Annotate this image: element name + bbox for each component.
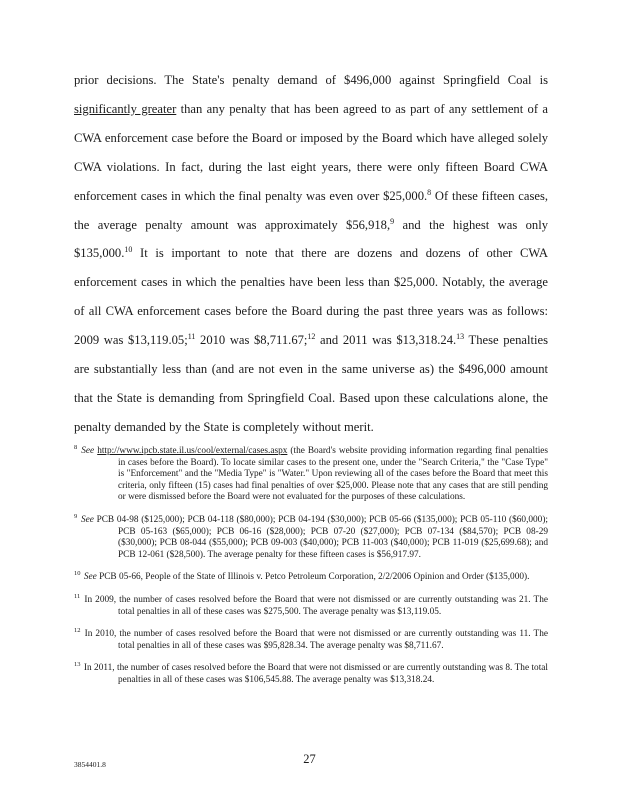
footnote-number: 11 bbox=[74, 592, 81, 600]
footnote-8 bbox=[74, 443, 549, 504]
footnote-text: In 2011, the number of cases resolved before the Board that were not dismissed or are currently outstanding was 8. The total penalties in all of these cases was $106,545.88. The average penalty was $13,318.24. bbox=[83, 663, 548, 685]
body-lead: prior decisions. The State's penalty demand of $496,000 against Springfield Coal is bbox=[74, 73, 548, 87]
body-text-1: than any penalty that has been agreed to as part of any settlement of a CWA enforcement case before the Board or imposed by the Board which have alleged solely CWA violations. In fact, during the last eight years, there were only fifteen Board CWA enforcement cases in which the final penalty was even over $25,000. bbox=[74, 101, 549, 203]
body-text-4: It is important to note that there are dozens and dozens of other CWA enforcement cases in which the penalties have been less than $25,000. Notably, the average of all CWA enforcement cases before the Board during the past three years was as follows: 2009 was $13,119.05; bbox=[74, 246, 548, 348]
footnote-text: (the Board's website providing information regarding final penalties in cases before the Board). To locate similar cases to the present one, under the "Search Criteria," the "Case Type" is "Enforcement" and the "Media Type" is "Water." Upon reviewing all of the cases before the Board that meet this criteria, only fifteen (15) cases had final penalties of over $25,000. Please note that any cases that are still pending or were dismissed before the Board were not evaluated for the purposes of these calculations. bbox=[118, 446, 549, 503]
footnote-number: 9 bbox=[74, 512, 78, 520]
footnote-text: PCB 04-98 ($125,000); PCB 04-118 ($80,000); PCB 04-194 ($30,000); PCB 05-66 ($135,000); PCB 05-110 ($60,000); PCB 05-163 ($65,000); PCB 06-16 ($28,000); PCB 07-20 ($27,000); PCB 07-134 ($84,570); PCB 08-29 ($30,000); PCB 08-044 ($55,000); PCB 09-003 ($40,000); PCB 11-003 ($40,000); PCB 11-019 ($25,699.68); and PCB 12-061 ($28,500). The average penalty for these fifteen cases is $56,917.97. bbox=[96, 514, 549, 560]
body-text-3: and the highest was only $135,000. bbox=[74, 217, 548, 261]
footnote-number: 13 bbox=[74, 661, 81, 669]
page-number: 27 bbox=[303, 752, 316, 766]
footnote-11 bbox=[74, 592, 548, 618]
footnote-text: In 2009, the number of cases resolved before the Board that were not dismissed or are currently outstanding was 21. The total penalties in all of these cases was $275,500. The average penalty was $13,119.05. bbox=[84, 594, 548, 617]
body-paragraph bbox=[74, 66, 548, 442]
body-emphasis: significantly greater bbox=[74, 101, 177, 116]
footnote-13 bbox=[74, 663, 548, 686]
footnote-number: 8 bbox=[74, 443, 78, 451]
footnote-ref-11[interactable]: 11 bbox=[187, 331, 196, 341]
footnote-ref-10[interactable]: 10 bbox=[124, 245, 133, 255]
footnotes-section bbox=[74, 443, 549, 698]
footnote-text: PCB 05-66, People of the State of Illinois v. Petco Petroleum Corporation, 2/2/2006 Opinion and Order ($135,000). bbox=[99, 572, 530, 583]
body-text-7: These penalties are substantially less than (and are not even in the same universe as) the $496,000 amount that the State is demanding from Springfield Coal. Based upon these calculations alone, the penalty demanded by the State is completely without merit. bbox=[74, 333, 548, 434]
footnote-10 bbox=[74, 572, 548, 584]
footnote-ref-13[interactable]: 13 bbox=[456, 331, 465, 341]
footnote-12 bbox=[74, 629, 548, 652]
footnote-signal: See bbox=[80, 514, 94, 525]
footnote-ref-12[interactable]: 12 bbox=[307, 331, 316, 341]
footnote-9 bbox=[74, 512, 549, 561]
footnote-number: 12 bbox=[74, 627, 81, 635]
document-id: 3854401.8 bbox=[74, 760, 106, 769]
footnote-link[interactable]: http://www.ipcb.state.il.us/cool/external/cases.aspx bbox=[97, 446, 288, 456]
body-text-5: 2010 was $8,711.67; bbox=[195, 333, 308, 348]
body-text-6: and 2011 was $13,318.24. bbox=[315, 333, 457, 348]
body-text-2: Of these fifteen cases, the average penalty amount was approximately $56,918, bbox=[74, 188, 548, 232]
footnote-signal: See bbox=[81, 446, 95, 456]
footnote-ref-8[interactable]: 8 bbox=[427, 187, 432, 197]
footnote-signal: See bbox=[83, 572, 97, 583]
footnote-number: 10 bbox=[74, 570, 81, 578]
footnote-ref-9[interactable]: 9 bbox=[390, 216, 395, 226]
footnote-text: In 2010, the number of cases resolved before the Board that were not dismissed or are currently outstanding was 11. The total penalties in all of these cases was $95,828.34. The average penalty was $8,711.67. bbox=[84, 629, 548, 651]
